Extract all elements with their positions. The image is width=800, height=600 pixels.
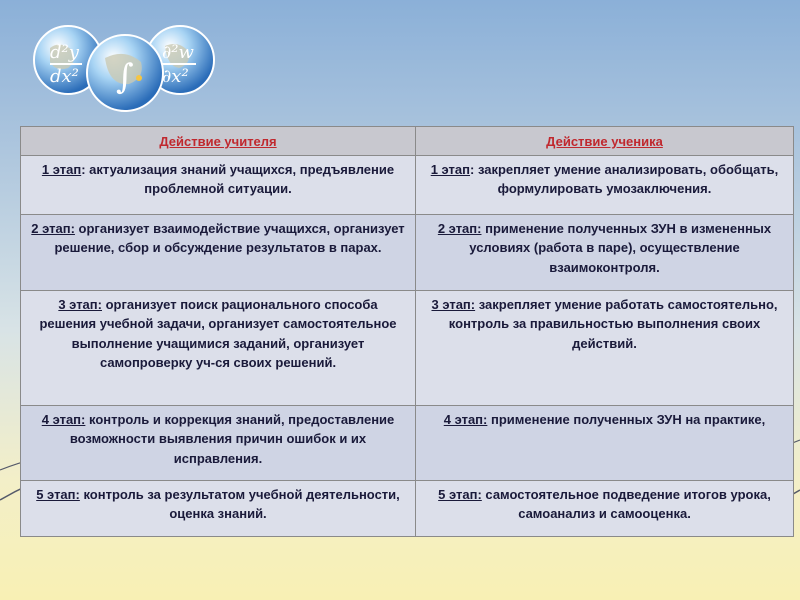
teacher-cell [21, 405, 416, 480]
student-cell [416, 155, 794, 214]
stage-label: 5 этап: [438, 486, 482, 502]
stage-label: 3 этап: [58, 296, 102, 312]
svg-text:d²y: d²y [50, 42, 79, 63]
math-globes-logo [30, 18, 220, 118]
teacher-student-actions-table [20, 126, 794, 537]
svg-text:∫: ∫ [116, 57, 134, 97]
table-header-row [21, 127, 794, 156]
student-action-header: Действие ученика [416, 127, 794, 156]
cell-text: организует взаимодействие учащихся, организует решение, сбор и обсуждение результатов в парах. [54, 220, 405, 255]
stage-label: 5 этап: [36, 486, 80, 502]
teacher-action-header: Действие учителя [21, 127, 416, 156]
cell-text: самостоятельное подведение итогов урока, самоанализ и самооценка. [481, 486, 771, 521]
cell-text: применение полученных ЗУН на практике, [487, 411, 766, 427]
cell-text: применение полученных ЗУН в измененных условиях (работа в паре), осуществление взаимоконтроля. [469, 220, 772, 275]
cell-text: закрепляет умение работать самостоятельно, контроль за правильностью выполнения своих действий. [448, 296, 778, 351]
stage-label: 2 этап: [31, 220, 75, 236]
cell-text: контроль и коррекция знаний, предоставление возможности выявления причин ошибок и их исправления. [69, 411, 395, 466]
stage-label: 3 этап: [431, 296, 476, 312]
table-row [21, 290, 794, 405]
student-cell [416, 480, 794, 536]
teacher-cell [21, 480, 416, 536]
cell-text: организует поиск рационального способа решения учебной задачи, организует самостоятельное выполнение учащимися заданий, организует самопроверку уч-ся своих решений. [39, 296, 397, 370]
table-row [21, 214, 794, 290]
cell-text: контроль за результатом учебной деятельности, оценка знаний. [79, 486, 400, 521]
svg-text:∂²w: ∂²w [162, 42, 194, 63]
table-row [21, 480, 794, 536]
stage-label: 4 этап: [443, 411, 488, 427]
student-cell [416, 405, 794, 480]
table-row [21, 405, 794, 480]
table-row [21, 155, 794, 214]
stage-label: 1 этап [41, 161, 82, 177]
stage-label: 2 этап: [437, 220, 482, 236]
student-cell [416, 214, 794, 290]
stage-label: 1 этап [430, 161, 471, 177]
teacher-cell [21, 214, 416, 290]
teacher-cell [21, 155, 416, 214]
svg-text:dx²: dx² [50, 66, 79, 87]
cell-text: : актуализация знаний учащихся, предъявление проблемной ситуации. [81, 161, 395, 196]
stage-label: 4 этап: [41, 411, 86, 427]
svg-text:∂x²: ∂x² [162, 66, 189, 87]
teacher-cell [21, 290, 416, 405]
student-cell [416, 290, 794, 405]
cell-text: : закрепляет умение анализировать, обобщать, формулировать умозаключения. [470, 161, 779, 196]
